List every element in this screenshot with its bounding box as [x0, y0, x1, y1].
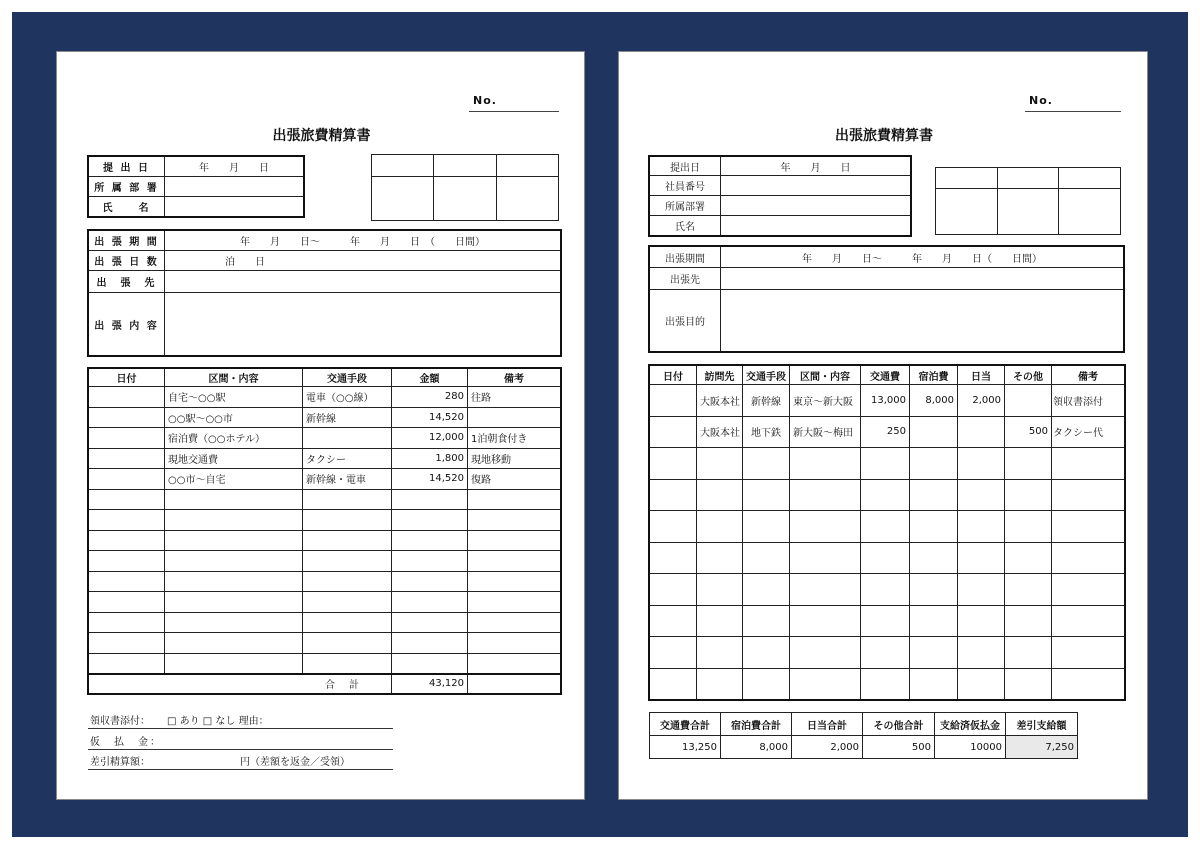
- expense-cell[interactable]: 現地交通費: [165, 448, 303, 469]
- expense-cell[interactable]: [468, 510, 561, 531]
- r-expense-cell[interactable]: [1005, 385, 1052, 417]
- r-expense-cell[interactable]: [1005, 668, 1052, 700]
- expense-cell[interactable]: [89, 571, 165, 592]
- r-expense-cell[interactable]: タクシー代: [1052, 416, 1125, 448]
- r-expense-cell[interactable]: [1005, 542, 1052, 574]
- stamp-header-cell: [434, 155, 496, 177]
- expense-cell[interactable]: 1,800: [392, 448, 468, 469]
- r-expense-cell[interactable]: [910, 542, 958, 574]
- expense-cell[interactable]: [165, 653, 303, 674]
- r-col-header: 日付: [650, 366, 697, 385]
- expense-cell[interactable]: 電車（○○線）: [303, 387, 392, 408]
- expense-cell[interactable]: タクシー: [303, 448, 392, 469]
- right-info-table: [649, 156, 911, 236]
- expense-cell[interactable]: [468, 489, 561, 510]
- r-expense-cell[interactable]: 新大阪～梅田: [790, 416, 861, 448]
- expense-cell[interactable]: [303, 653, 392, 674]
- expense-cell[interactable]: [89, 592, 165, 613]
- name-label: 氏 名: [89, 197, 165, 217]
- department-label: 所 属 部 署: [89, 177, 165, 197]
- r-expense-cell[interactable]: [743, 479, 790, 511]
- total-notes-cell: [468, 674, 561, 694]
- expense-cell[interactable]: [468, 633, 561, 654]
- expense-cell[interactable]: [468, 612, 561, 633]
- right-no-label: No.: [1029, 94, 1053, 107]
- receipt-label: 領収書添付：: [90, 716, 150, 727]
- r-trip-period-label: 出張期間: [650, 247, 721, 268]
- r-department-field[interactable]: [721, 196, 911, 216]
- table-row: [650, 448, 1125, 480]
- summary-value: 7,250: [1006, 736, 1078, 759]
- col-header-transport: 交通手段: [303, 369, 392, 387]
- table-row: [650, 637, 1125, 669]
- destination-field[interactable]: [165, 271, 561, 293]
- expense-cell[interactable]: [165, 592, 303, 613]
- col-header-date: 日付: [89, 369, 165, 387]
- table-row: [89, 551, 561, 572]
- r-col-header: 区間・内容: [790, 366, 861, 385]
- expense-cell[interactable]: [392, 510, 468, 531]
- table-row: [89, 571, 561, 592]
- expense-cell[interactable]: [89, 510, 165, 531]
- stamp-header-cell: [1059, 168, 1121, 189]
- expense-cell[interactable]: 現地移動: [468, 448, 561, 469]
- r-expense-cell[interactable]: [790, 668, 861, 700]
- r-expense-cell[interactable]: [697, 574, 743, 606]
- expense-cell[interactable]: [392, 612, 468, 633]
- expense-cell[interactable]: [392, 633, 468, 654]
- destination-label: 出 張 先: [89, 271, 165, 293]
- expense-cell[interactable]: 新幹線・電車: [303, 469, 392, 490]
- summary-value: 13,250: [650, 736, 721, 759]
- r-expense-cell[interactable]: [1005, 605, 1052, 637]
- r-expense-cell[interactable]: [650, 574, 697, 606]
- summary-header: 支給済仮払金: [935, 713, 1006, 736]
- expense-cell[interactable]: [89, 612, 165, 633]
- expense-cell[interactable]: [89, 551, 165, 572]
- table-row: [89, 387, 561, 408]
- r-expense-cell[interactable]: [861, 511, 910, 543]
- stamp-box[interactable]: [1059, 189, 1121, 235]
- r-expense-cell[interactable]: [958, 511, 1005, 543]
- expense-cell[interactable]: 280: [392, 387, 468, 408]
- expense-cell[interactable]: [165, 551, 303, 572]
- r-purpose-label: 出張目的: [650, 290, 721, 352]
- r-expense-cell[interactable]: [861, 448, 910, 480]
- right-summary-table: [649, 712, 1078, 759]
- trip-days-label: 出 張 日 数: [89, 251, 165, 271]
- trip-content-field[interactable]: [165, 293, 561, 356]
- trip-period-field[interactable]: 年 月 日～ 年 月 日 （ 日間）: [165, 231, 561, 251]
- r-expense-cell[interactable]: [650, 605, 697, 637]
- expense-cell[interactable]: 自宅～○○駅: [165, 387, 303, 408]
- r-expense-cell[interactable]: [958, 479, 1005, 511]
- stamp-box[interactable]: [997, 189, 1059, 235]
- r-expense-cell[interactable]: 東京～新大阪: [790, 385, 861, 417]
- r-expense-cell[interactable]: 250: [861, 416, 910, 448]
- r-employee-id-label: 社員番号: [650, 176, 721, 196]
- stamp-header-cell: [496, 155, 558, 177]
- r-submit-date-label: 提出日: [650, 157, 721, 176]
- r-expense-cell[interactable]: [1005, 574, 1052, 606]
- submit-date-field[interactable]: 年 月 日: [165, 157, 304, 177]
- table-row: [89, 407, 561, 428]
- table-row: [89, 489, 561, 510]
- r-expense-cell[interactable]: [790, 542, 861, 574]
- r-expense-cell[interactable]: [861, 668, 910, 700]
- summary-header: 宿泊費合計: [721, 713, 792, 736]
- right-stamp-boxes: [935, 167, 1121, 235]
- r-expense-cell[interactable]: 8,000: [910, 385, 958, 417]
- summary-header: その他合計: [863, 713, 935, 736]
- expense-cell[interactable]: [89, 407, 165, 428]
- r-expense-cell[interactable]: [1005, 637, 1052, 669]
- expense-cell[interactable]: [468, 571, 561, 592]
- r-expense-cell[interactable]: [958, 668, 1005, 700]
- settle-label: 差引精算額：: [90, 757, 150, 768]
- table-row: [89, 469, 561, 490]
- expense-cell[interactable]: ○○市～自宅: [165, 469, 303, 490]
- expense-cell[interactable]: 12,000: [392, 428, 468, 449]
- expense-cell[interactable]: 往路: [468, 387, 561, 408]
- expense-cell[interactable]: [392, 551, 468, 572]
- r-expense-cell[interactable]: [1052, 542, 1125, 574]
- table-row: [89, 653, 561, 674]
- summary-header: 交通費合計: [650, 713, 721, 736]
- r-expense-cell[interactable]: [910, 416, 958, 448]
- r-expense-cell[interactable]: 大阪本社: [697, 385, 743, 417]
- r-expense-cell[interactable]: 大阪本社: [697, 416, 743, 448]
- table-row: [650, 605, 1125, 637]
- left-trip-table: [88, 230, 561, 356]
- expense-cell[interactable]: [303, 592, 392, 613]
- expense-cell[interactable]: [303, 428, 392, 449]
- r-expense-cell[interactable]: 新幹線: [743, 385, 790, 417]
- table-row: [89, 633, 561, 654]
- summary-header: 日当合計: [792, 713, 863, 736]
- table-row: [89, 592, 561, 613]
- r-expense-cell[interactable]: [790, 448, 861, 480]
- r-expense-cell[interactable]: [1052, 668, 1125, 700]
- r-expense-cell[interactable]: [910, 637, 958, 669]
- left-form-sheet: [56, 51, 585, 800]
- r-col-header: 訪問先: [697, 366, 743, 385]
- expense-cell[interactable]: [468, 653, 561, 674]
- r-expense-cell[interactable]: [650, 448, 697, 480]
- left-title: 出張旅費精算書: [272, 128, 371, 144]
- right-trip-table: [649, 246, 1124, 352]
- r-expense-cell[interactable]: [650, 479, 697, 511]
- r-expense-cell[interactable]: [1052, 448, 1125, 480]
- r-expense-cell[interactable]: [1052, 637, 1125, 669]
- expense-cell[interactable]: [468, 551, 561, 572]
- r-expense-cell[interactable]: [650, 416, 697, 448]
- r-expense-cell[interactable]: 2,000: [958, 385, 1005, 417]
- expense-cell[interactable]: [468, 530, 561, 551]
- r-expense-cell[interactable]: [861, 605, 910, 637]
- r-expense-cell[interactable]: 領収書添付: [1052, 385, 1125, 417]
- r-expense-cell[interactable]: [910, 511, 958, 543]
- stamp-header-cell: [997, 168, 1059, 189]
- expense-cell[interactable]: [303, 571, 392, 592]
- expense-cell[interactable]: [165, 571, 303, 592]
- r-expense-cell[interactable]: [958, 448, 1005, 480]
- r-expense-cell[interactable]: [790, 574, 861, 606]
- left-info-table: [88, 156, 304, 217]
- r-submit-date-field[interactable]: 年 月 日: [721, 157, 911, 176]
- r-expense-cell[interactable]: [650, 668, 697, 700]
- stamp-box[interactable]: [434, 177, 496, 221]
- r-col-header: その他: [1005, 366, 1052, 385]
- r-expense-cell[interactable]: [790, 637, 861, 669]
- expense-cell[interactable]: [89, 489, 165, 510]
- expense-cell[interactable]: [303, 489, 392, 510]
- stamp-box[interactable]: [936, 189, 998, 235]
- settle-underline: [88, 769, 393, 770]
- expense-cell[interactable]: [89, 469, 165, 490]
- right-no-line: [1025, 111, 1121, 112]
- col-header-section: 区間・内容: [165, 369, 303, 387]
- r-expense-cell[interactable]: [1052, 574, 1125, 606]
- expense-cell[interactable]: [392, 653, 468, 674]
- expense-cell[interactable]: [165, 510, 303, 531]
- r-purpose-field[interactable]: [721, 290, 1124, 352]
- expense-cell[interactable]: [89, 653, 165, 674]
- r-expense-cell[interactable]: [697, 605, 743, 637]
- r-name-field[interactable]: [721, 216, 911, 236]
- r-expense-cell[interactable]: 500: [1005, 416, 1052, 448]
- department-field[interactable]: [165, 177, 304, 197]
- stamp-box[interactable]: [496, 177, 558, 221]
- r-expense-cell[interactable]: 地下鉄: [743, 416, 790, 448]
- table-row: [89, 530, 561, 551]
- r-expense-cell[interactable]: [743, 448, 790, 480]
- trip-period-label: 出 張 期 間: [89, 231, 165, 251]
- r-expense-cell[interactable]: [697, 542, 743, 574]
- r-col-header: 日当: [958, 366, 1005, 385]
- col-header-notes: 備考: [468, 369, 561, 387]
- advance-label: 仮 払 金：: [90, 737, 162, 748]
- trip-days-field[interactable]: 泊 日: [165, 251, 561, 271]
- total-value: 43,120: [392, 674, 468, 694]
- r-expense-cell[interactable]: [1005, 511, 1052, 543]
- total-label: 合 計: [89, 674, 392, 694]
- r-expense-cell[interactable]: [697, 511, 743, 543]
- expense-cell[interactable]: [165, 530, 303, 551]
- r-expense-cell[interactable]: [697, 637, 743, 669]
- r-expense-cell[interactable]: [910, 479, 958, 511]
- r-expense-cell[interactable]: 13,000: [861, 385, 910, 417]
- left-stamp-boxes: [371, 154, 559, 221]
- stamp-header-cell: [936, 168, 998, 189]
- r-expense-cell[interactable]: [743, 605, 790, 637]
- expense-cell[interactable]: [89, 530, 165, 551]
- expense-cell[interactable]: [392, 592, 468, 613]
- submit-date-label: 提 出 日: [89, 157, 165, 177]
- expense-cell[interactable]: [468, 407, 561, 428]
- left-no-line: [469, 111, 559, 112]
- stamp-box[interactable]: [372, 177, 434, 221]
- expense-cell[interactable]: ○○駅～○○市: [165, 407, 303, 428]
- r-expense-cell[interactable]: [790, 479, 861, 511]
- r-expense-cell[interactable]: [650, 637, 697, 669]
- right-expense-table: [649, 365, 1125, 700]
- expense-cell[interactable]: 1泊朝食付き: [468, 428, 561, 449]
- r-expense-cell[interactable]: [1052, 511, 1125, 543]
- receipt-options[interactable]: □ あり □ なし 理由：: [167, 716, 269, 727]
- r-expense-cell[interactable]: [743, 574, 790, 606]
- r-department-label: 所属部署: [650, 196, 721, 216]
- expense-cell[interactable]: [303, 510, 392, 531]
- r-expense-cell[interactable]: [1005, 448, 1052, 480]
- r-expense-cell[interactable]: [790, 605, 861, 637]
- table-row: [89, 612, 561, 633]
- r-trip-period-field[interactable]: 年 月 日～ 年 月 日（ 日間）: [721, 247, 1124, 268]
- r-expense-cell[interactable]: [1052, 479, 1125, 511]
- r-expense-cell[interactable]: [910, 448, 958, 480]
- stamp-header-cell: [372, 155, 434, 177]
- r-expense-cell[interactable]: [697, 448, 743, 480]
- left-expense-table: [88, 368, 561, 694]
- expense-cell[interactable]: [89, 428, 165, 449]
- trip-content-label: 出 張 内 容: [89, 293, 165, 356]
- summary-header: 差引支給額: [1006, 713, 1078, 736]
- r-expense-cell[interactable]: [861, 574, 910, 606]
- right-title: 出張旅費精算書: [835, 128, 933, 144]
- r-destination-label: 出張先: [650, 268, 721, 290]
- r-expense-cell[interactable]: [958, 574, 1005, 606]
- r-expense-cell[interactable]: [697, 479, 743, 511]
- table-row: [650, 511, 1125, 543]
- r-expense-cell[interactable]: [650, 511, 697, 543]
- expense-cell[interactable]: [89, 633, 165, 654]
- advance-underline: [88, 749, 393, 750]
- r-name-label: 氏名: [650, 216, 721, 236]
- expense-cell[interactable]: 新幹線: [303, 407, 392, 428]
- expense-cell[interactable]: [165, 633, 303, 654]
- r-expense-cell[interactable]: [958, 542, 1005, 574]
- left-no-label: No.: [473, 94, 497, 107]
- summary-value: 8,000: [721, 736, 792, 759]
- receipt-underline: [88, 728, 393, 729]
- table-row: [89, 510, 561, 531]
- r-expense-cell[interactable]: [910, 668, 958, 700]
- table-row: [650, 479, 1125, 511]
- r-employee-id-field[interactable]: [721, 176, 911, 196]
- col-header-amount: 金額: [392, 369, 468, 387]
- r-expense-cell[interactable]: [650, 385, 697, 417]
- r-expense-cell[interactable]: [861, 637, 910, 669]
- expense-cell[interactable]: [89, 448, 165, 469]
- r-destination-field[interactable]: [721, 268, 1124, 290]
- name-field[interactable]: [165, 197, 304, 217]
- r-expense-cell[interactable]: [743, 668, 790, 700]
- r-expense-cell[interactable]: [910, 605, 958, 637]
- r-expense-cell[interactable]: [697, 668, 743, 700]
- r-col-header: 交通手段: [743, 366, 790, 385]
- r-expense-cell[interactable]: [1052, 605, 1125, 637]
- r-expense-cell[interactable]: [743, 511, 790, 543]
- expense-cell[interactable]: [392, 571, 468, 592]
- expense-cell[interactable]: 復路: [468, 469, 561, 490]
- expense-cell[interactable]: [392, 489, 468, 510]
- right-form-sheet: [618, 51, 1148, 800]
- expense-cell[interactable]: [303, 612, 392, 633]
- expense-cell[interactable]: [303, 530, 392, 551]
- r-expense-cell[interactable]: [650, 542, 697, 574]
- table-row: [650, 542, 1125, 574]
- r-expense-cell[interactable]: [910, 574, 958, 606]
- r-col-header: 宿泊費: [910, 366, 958, 385]
- table-row: [89, 448, 561, 469]
- table-row: [650, 668, 1125, 700]
- expense-cell[interactable]: 宿泊費（○○ホテル）: [165, 428, 303, 449]
- r-expense-cell[interactable]: [861, 542, 910, 574]
- expense-cell[interactable]: [468, 592, 561, 613]
- summary-value: 2,000: [792, 736, 863, 759]
- expense-cell[interactable]: 14,520: [392, 407, 468, 428]
- table-row: [650, 385, 1125, 417]
- r-expense-cell[interactable]: [743, 542, 790, 574]
- r-expense-cell[interactable]: [958, 605, 1005, 637]
- settle-value: 円（差額を返金／受領）: [240, 757, 350, 768]
- summary-value: 10000: [935, 736, 1006, 759]
- r-expense-cell[interactable]: [790, 511, 861, 543]
- expense-cell[interactable]: [303, 633, 392, 654]
- summary-value: 500: [863, 736, 935, 759]
- table-row: [650, 574, 1125, 606]
- table-row: [650, 416, 1125, 448]
- r-col-header: 交通費: [861, 366, 910, 385]
- r-expense-cell[interactable]: [958, 637, 1005, 669]
- r-expense-cell[interactable]: [861, 479, 910, 511]
- r-expense-cell[interactable]: [1005, 479, 1052, 511]
- table-row: [89, 428, 561, 449]
- r-expense-cell[interactable]: [743, 637, 790, 669]
- expense-cell[interactable]: [89, 387, 165, 408]
- expense-cell[interactable]: [165, 489, 303, 510]
- expense-cell[interactable]: [303, 551, 392, 572]
- r-expense-cell[interactable]: [958, 416, 1005, 448]
- r-col-header: 備考: [1052, 366, 1125, 385]
- expense-cell[interactable]: [165, 612, 303, 633]
- expense-cell[interactable]: 14,520: [392, 469, 468, 490]
- expense-cell[interactable]: [392, 530, 468, 551]
